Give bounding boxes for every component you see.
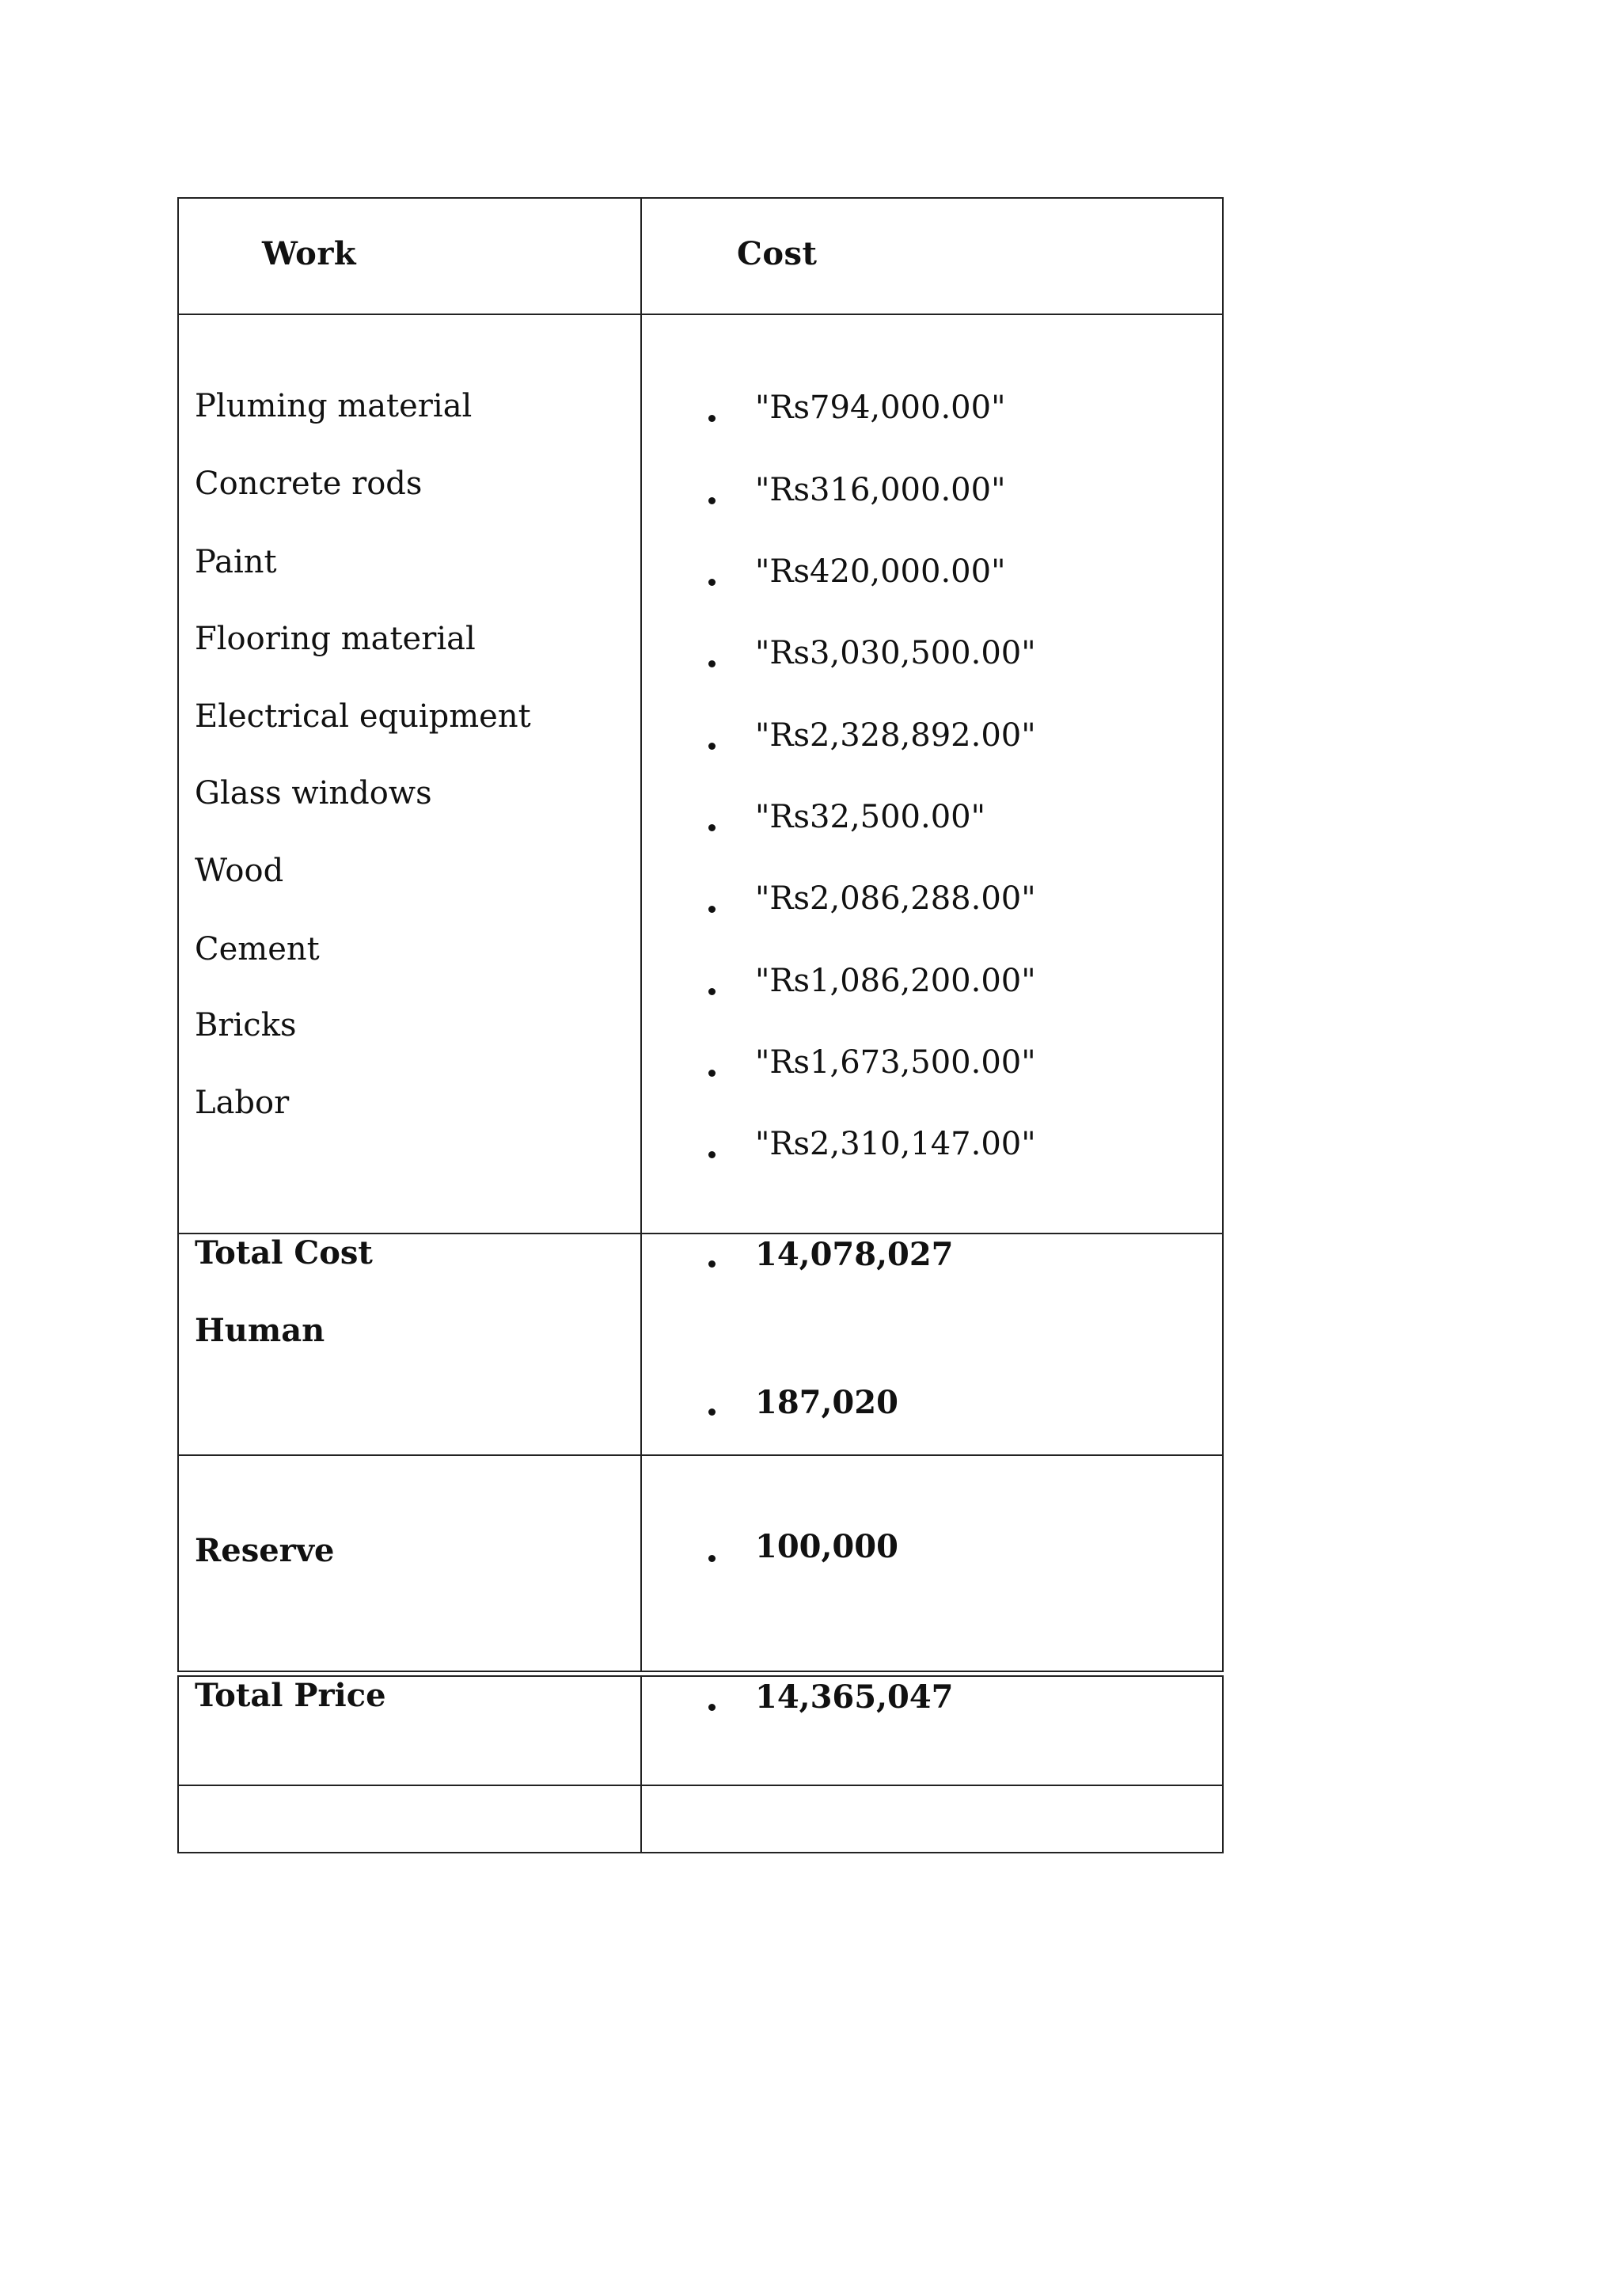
header-work: Work (262, 235, 357, 272)
list-item: Labor (195, 1085, 290, 1121)
list-item: "Rs3,030,500.00" (755, 635, 1036, 671)
list-item: "Rs1,086,200.00" (755, 963, 1036, 999)
items-work-cell (179, 315, 642, 1233)
items-row (177, 315, 1224, 1234)
bullet-icon (708, 660, 716, 667)
total-price-value: 14,365,047 (755, 1678, 954, 1716)
total-price-label: Total Price (195, 1677, 386, 1714)
reserve-value-cell (642, 1456, 1222, 1671)
items-cost-cell (642, 315, 1222, 1233)
empty-row (177, 1786, 1224, 1853)
header-cell-work (179, 199, 642, 314)
list-item: Electrical equipment (195, 698, 531, 735)
human-value: 187,020 (755, 1384, 898, 1421)
total-cost-value-cell (642, 1234, 1222, 1454)
bullet-icon (708, 1070, 716, 1077)
bullet-icon (708, 824, 716, 831)
total-price-row (177, 1675, 1224, 1786)
list-item: "Rs1,673,500.00" (755, 1044, 1036, 1081)
reserve-label: Reserve (195, 1532, 335, 1569)
list-item: Flooring material (195, 621, 476, 657)
total-cost-value: 14,078,027 (755, 1236, 954, 1273)
bullet-icon (708, 415, 716, 422)
total-price-label-cell (179, 1677, 642, 1785)
bullet-icon (708, 497, 716, 504)
empty-cell-right (642, 1786, 1222, 1852)
bullet-icon (708, 988, 716, 995)
list-item: "Rs316,000.00" (755, 472, 1006, 508)
total-cost-row (177, 1234, 1224, 1456)
total-cost-label: Total Cost (195, 1234, 373, 1272)
list-item: "Rs2,328,892.00" (755, 717, 1036, 754)
header-cost: Cost (737, 235, 818, 272)
list-item: "Rs32,500.00" (755, 799, 986, 835)
list-item: Glass windows (195, 775, 432, 812)
total-price-value-cell (642, 1677, 1222, 1785)
bullet-icon (708, 1151, 716, 1158)
bullet-icon (708, 1555, 716, 1562)
list-item: "Rs420,000.00" (755, 553, 1006, 590)
list-item: Wood (195, 853, 284, 889)
list-item: Cement (195, 931, 320, 967)
total-cost-label-cell (179, 1234, 642, 1454)
list-item: Concrete rods (195, 466, 423, 502)
list-item: "Rs2,310,147.00" (755, 1126, 1036, 1162)
list-item: "Rs2,086,288.00" (755, 880, 1036, 917)
table-header-row (177, 197, 1224, 315)
list-item: "Rs794,000.00" (755, 390, 1006, 426)
reserve-label-cell (179, 1456, 642, 1671)
list-item: Paint (195, 544, 277, 580)
list-item: Pluming material (195, 388, 473, 424)
reserve-value: 100,000 (755, 1528, 898, 1565)
bullet-icon (708, 1260, 716, 1268)
cost-table (177, 197, 1224, 1853)
bullet-icon (708, 579, 716, 586)
reserve-row (177, 1456, 1224, 1672)
header-cell-cost (642, 199, 1222, 314)
bullet-icon (708, 1408, 716, 1416)
bullet-icon (708, 906, 716, 913)
empty-cell-left (179, 1786, 642, 1852)
bullet-icon (708, 1704, 716, 1711)
human-label: Human (195, 1312, 325, 1349)
bullet-icon (708, 743, 716, 750)
list-item: Bricks (195, 1007, 297, 1043)
